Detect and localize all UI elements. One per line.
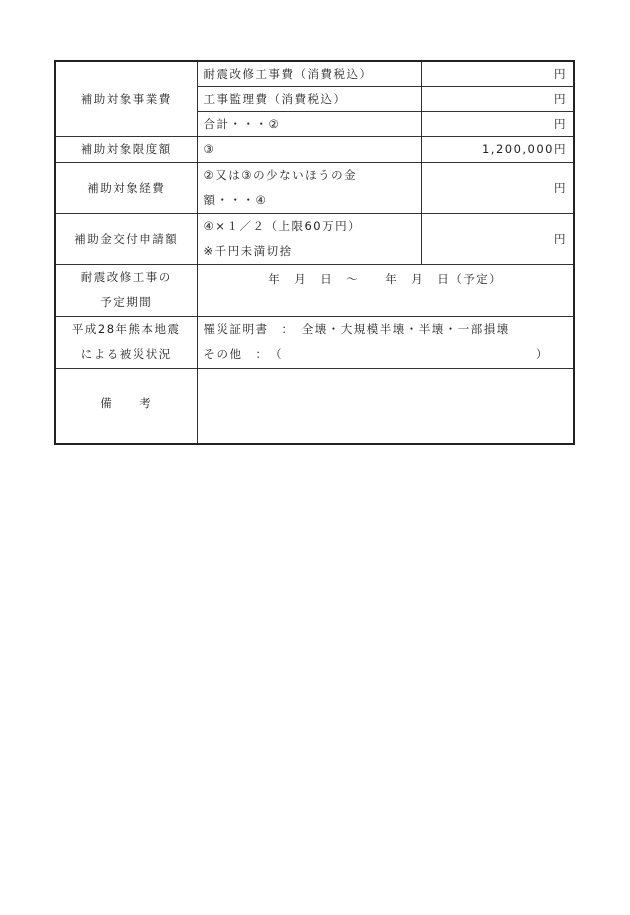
yen-unit: 円: [554, 116, 567, 131]
yen-unit: 円: [554, 91, 567, 106]
damage-status-field[interactable]: [197, 316, 574, 368]
remarks-field[interactable]: [197, 368, 574, 444]
expense-desc: [197, 162, 421, 213]
remarks-label: 備 考: [55, 368, 197, 444]
schedule-label-line2: 予定期間: [100, 295, 153, 309]
yen-unit: 円: [554, 231, 567, 246]
yen-unit: 円: [554, 66, 567, 81]
damage-other-line: [204, 342, 568, 367]
grant-desc-line2: ※千円未満切捨: [203, 243, 293, 258]
seismic-work-cost-amount[interactable]: [421, 61, 574, 86]
expense-amount[interactable]: [421, 162, 574, 213]
damage-label-line1: 平成28年熊本地震: [71, 322, 181, 336]
total-desc: 合計・・・②: [197, 111, 421, 136]
supervision-cost-desc: 工事監理費（消費税込）: [197, 86, 421, 111]
grant-amount[interactable]: [421, 213, 574, 264]
schedule-label-line1: 耐震改修工事の: [80, 270, 172, 284]
damage-certificate-options: 罹災証明書 ： 全壊・大規模半壊・半壊・一部損壊: [203, 322, 510, 336]
expense-desc-line2: 額・・・④: [203, 192, 268, 207]
damage-label: [55, 316, 197, 368]
schedule-label: [55, 264, 197, 316]
subsidy-application-table: [54, 60, 575, 445]
grant-desc: [197, 213, 421, 264]
limit-amount: 1,200,000円: [421, 136, 574, 162]
subsidy-cost-label: 補助対象事業費: [55, 61, 197, 136]
seismic-work-cost-desc: 耐震改修工事費（消費税込）: [197, 61, 421, 86]
grant-desc-line1: ④×１／２（上限60万円）: [203, 218, 362, 233]
schedule-period-text: 年 月 日 ～ 年 月 日（予定）: [268, 271, 503, 286]
yen-unit: 円: [554, 180, 567, 195]
expense-desc-line1: ②又は③の少ないほうの金: [203, 167, 358, 182]
supervision-cost-amount[interactable]: [421, 86, 574, 111]
grant-label: 補助金交付申請額: [55, 213, 197, 264]
damage-other-suffix: ）: [536, 347, 549, 361]
expense-label: 補助対象経費: [55, 162, 197, 213]
limit-desc: ③: [197, 136, 421, 162]
damage-other-prefix: その他 ： （: [203, 347, 283, 361]
limit-label: 補助対象限度額: [55, 136, 197, 162]
schedule-period-field[interactable]: [197, 264, 574, 316]
damage-label-line2: による被災状況: [80, 347, 172, 361]
total-amount[interactable]: [421, 111, 574, 136]
